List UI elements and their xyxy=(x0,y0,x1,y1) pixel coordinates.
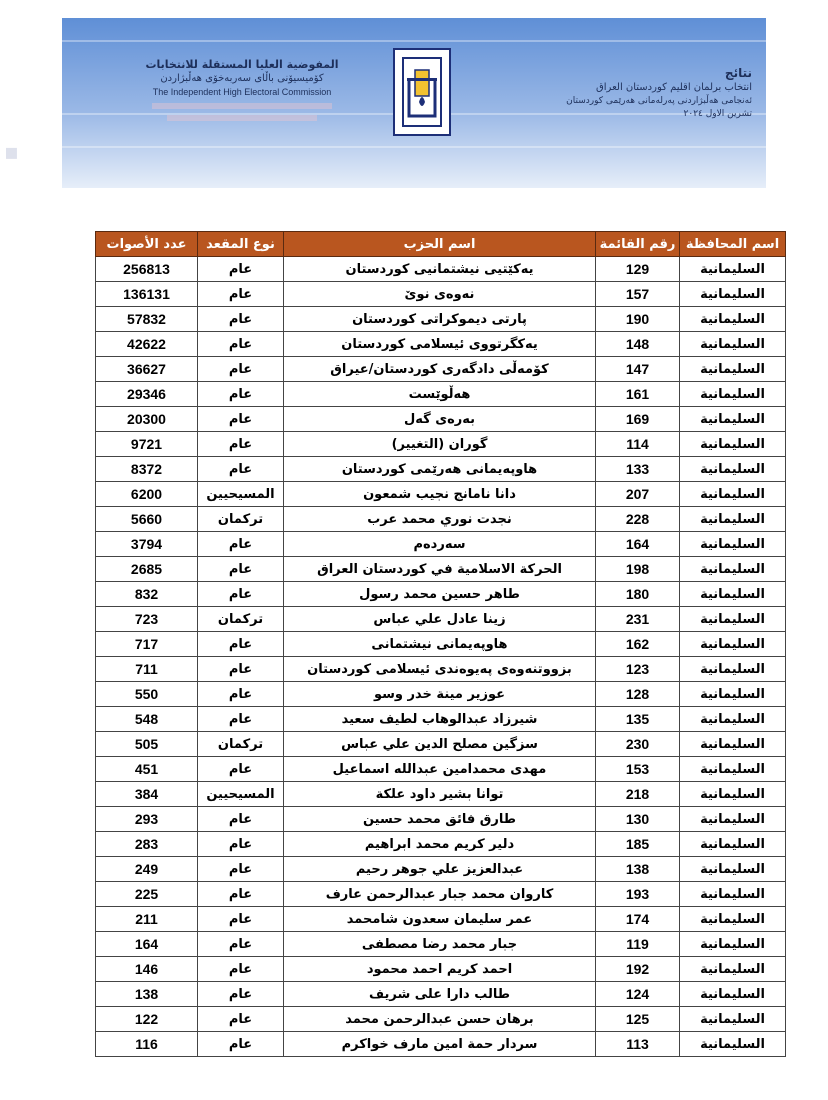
results-body xyxy=(96,257,786,1057)
cell-votes: 832 xyxy=(96,582,198,607)
cell-seat-type: عام xyxy=(198,307,284,332)
commission-name-arabic: المفوضية العليا المستقلة للانتخابات xyxy=(145,58,339,71)
table-row xyxy=(96,682,786,707)
cell-list-number: 198 xyxy=(596,557,680,582)
cell-governorate: السليمانية xyxy=(680,707,786,732)
cell-votes: 711 xyxy=(96,657,198,682)
cell-votes: 2685 xyxy=(96,557,198,582)
cell-votes: 136131 xyxy=(96,282,198,307)
cell-governorate: السليمانية xyxy=(680,932,786,957)
table-row xyxy=(96,432,786,457)
title-line-4: تشرين الاول ٢٠٢٤ xyxy=(683,109,752,119)
cell-list-number: 123 xyxy=(596,657,680,682)
cell-votes: 20300 xyxy=(96,407,198,432)
cell-votes: 283 xyxy=(96,832,198,857)
cell-seat-type: عام xyxy=(198,382,284,407)
cell-votes: 550 xyxy=(96,682,198,707)
cell-governorate: السليمانية xyxy=(680,407,786,432)
cell-list-number: 164 xyxy=(596,532,680,557)
cell-votes: 505 xyxy=(96,732,198,757)
cell-governorate: السليمانية xyxy=(680,632,786,657)
cell-votes: 717 xyxy=(96,632,198,657)
table-row xyxy=(96,357,786,382)
cell-votes: 116 xyxy=(96,1032,198,1057)
cell-party-name: یەکگرتووی ئیسلامی کوردستان xyxy=(284,332,596,357)
cell-governorate: السليمانية xyxy=(680,882,786,907)
cell-votes: 138 xyxy=(96,982,198,1007)
cell-party-name: طاهر حسين محمد رسول xyxy=(284,582,596,607)
cell-party-name: عبدالعزيز علي جوهر رحيم xyxy=(284,857,596,882)
election-title-block xyxy=(552,66,752,119)
cell-seat-type: عام xyxy=(198,457,284,482)
cell-party-name: بزووتنەوەی پەیوەندی ئیسلامی کوردستان xyxy=(284,657,596,682)
table-row xyxy=(96,757,786,782)
table-row xyxy=(96,1032,786,1057)
cell-list-number: 133 xyxy=(596,457,680,482)
header-list-number: رقم القائمة xyxy=(596,232,680,257)
cell-governorate: السليمانية xyxy=(680,582,786,607)
cell-seat-type: تركمان xyxy=(198,732,284,757)
cell-governorate: السليمانية xyxy=(680,732,786,757)
cell-votes: 723 xyxy=(96,607,198,632)
cell-votes: 8372 xyxy=(96,457,198,482)
commission-name-block xyxy=(122,58,362,121)
cell-votes: 9721 xyxy=(96,432,198,457)
table-row xyxy=(96,257,786,282)
cell-seat-type: عام xyxy=(198,982,284,1007)
cell-party-name: هاوپەیمانی هەرێمی کوردستان xyxy=(284,457,596,482)
cell-list-number: 218 xyxy=(596,782,680,807)
cell-seat-type: عام xyxy=(198,407,284,432)
cell-list-number: 228 xyxy=(596,507,680,532)
cell-governorate: السليمانية xyxy=(680,832,786,857)
cell-governorate: السليمانية xyxy=(680,482,786,507)
cell-governorate: السليمانية xyxy=(680,282,786,307)
cell-list-number: 230 xyxy=(596,732,680,757)
cell-seat-type: عام xyxy=(198,1007,284,1032)
cell-seat-type: المسيحيين xyxy=(198,782,284,807)
ihec-ballot-logo-icon xyxy=(393,48,451,136)
cell-governorate: السليمانية xyxy=(680,457,786,482)
bleed-through-mark: ▪ xyxy=(4,140,19,165)
cell-governorate: السليمانية xyxy=(680,557,786,582)
cell-seat-type: عام xyxy=(198,357,284,382)
title-line-1: نتائج xyxy=(724,66,752,80)
cell-party-name: دلير كريم محمد ابراهيم xyxy=(284,832,596,857)
cell-party-name: نەوەی نوێ xyxy=(284,282,596,307)
cell-votes: 225 xyxy=(96,882,198,907)
cell-votes: 211 xyxy=(96,907,198,932)
cell-list-number: 174 xyxy=(596,907,680,932)
cell-governorate: السليمانية xyxy=(680,1007,786,1032)
cell-party-name: سزگين مصلح الدين علي عباس xyxy=(284,732,596,757)
cell-list-number: 231 xyxy=(596,607,680,632)
header-seat-type: نوع المقعد xyxy=(198,232,284,257)
cell-votes: 256813 xyxy=(96,257,198,282)
cell-party-name: هاوپەیمانی نیشتمانی xyxy=(284,632,596,657)
cell-seat-type: عام xyxy=(198,632,284,657)
cell-list-number: 192 xyxy=(596,957,680,982)
cell-seat-type: عام xyxy=(198,1032,284,1057)
cell-votes: 164 xyxy=(96,932,198,957)
cell-list-number: 130 xyxy=(596,807,680,832)
cell-votes: 29346 xyxy=(96,382,198,407)
cell-party-name: پارتی دیموکراتی کوردستان xyxy=(284,307,596,332)
cell-governorate: السليمانية xyxy=(680,907,786,932)
table-row xyxy=(96,807,786,832)
table-row xyxy=(96,532,786,557)
table-row xyxy=(96,907,786,932)
cell-list-number: 180 xyxy=(596,582,680,607)
cell-party-name: طارق فائق محمد حسين xyxy=(284,807,596,832)
cell-votes: 5660 xyxy=(96,507,198,532)
table-row xyxy=(96,782,786,807)
cell-governorate: السليمانية xyxy=(680,757,786,782)
cell-votes: 122 xyxy=(96,1007,198,1032)
commission-name-kurdish: کۆمیسیۆنی باڵای سەربەخۆی هەڵبژاردن xyxy=(160,73,324,84)
cell-seat-type: تركمان xyxy=(198,507,284,532)
cell-party-name: گوران (التغيير) xyxy=(284,432,596,457)
cell-seat-type: تركمان xyxy=(198,607,284,632)
cell-party-name: شيرزاد عبدالوهاب لطيف سعيد xyxy=(284,707,596,732)
cell-votes: 548 xyxy=(96,707,198,732)
cell-party-name: احمد كريم احمد محمود xyxy=(284,957,596,982)
cell-seat-type: عام xyxy=(198,682,284,707)
table-row xyxy=(96,457,786,482)
cell-list-number: 119 xyxy=(596,932,680,957)
cell-governorate: السليمانية xyxy=(680,382,786,407)
cell-governorate: السليمانية xyxy=(680,357,786,382)
table-row xyxy=(96,407,786,432)
cell-seat-type: عام xyxy=(198,757,284,782)
cell-seat-type: عام xyxy=(198,257,284,282)
cell-seat-type: عام xyxy=(198,882,284,907)
table-row xyxy=(96,882,786,907)
cell-governorate: السليمانية xyxy=(680,957,786,982)
cell-seat-type: عام xyxy=(198,932,284,957)
cell-governorate: السليمانية xyxy=(680,307,786,332)
cell-party-name: نجدت نوري محمد عرب xyxy=(284,507,596,532)
title-line-2: انتخاب برلمان اقليم كوردستان العراق xyxy=(596,82,752,93)
cell-party-name: هەڵوێست xyxy=(284,382,596,407)
cell-party-name: کۆمەڵی دادگەری کوردستان/عیراق xyxy=(284,357,596,382)
header-votes: عدد الأصوات xyxy=(96,232,198,257)
cell-governorate: السليمانية xyxy=(680,857,786,882)
results-table xyxy=(95,231,786,1057)
cell-seat-type: عام xyxy=(198,857,284,882)
cell-list-number: 207 xyxy=(596,482,680,507)
cell-list-number: 135 xyxy=(596,707,680,732)
cell-seat-type: عام xyxy=(198,282,284,307)
cell-seat-type: عام xyxy=(198,707,284,732)
cell-list-number: 113 xyxy=(596,1032,680,1057)
cell-list-number: 125 xyxy=(596,1007,680,1032)
table-row xyxy=(96,382,786,407)
cell-list-number: 162 xyxy=(596,632,680,657)
cell-list-number: 148 xyxy=(596,332,680,357)
cell-seat-type: المسيحيين xyxy=(198,482,284,507)
cell-seat-type: عام xyxy=(198,907,284,932)
cell-governorate: السليمانية xyxy=(680,532,786,557)
cell-governorate: السليمانية xyxy=(680,807,786,832)
cell-seat-type: عام xyxy=(198,557,284,582)
table-row xyxy=(96,582,786,607)
cell-party-name: بەرەی گەل xyxy=(284,407,596,432)
cell-governorate: السليمانية xyxy=(680,257,786,282)
cell-votes: 6200 xyxy=(96,482,198,507)
cell-list-number: 185 xyxy=(596,832,680,857)
cell-list-number: 153 xyxy=(596,757,680,782)
table-row xyxy=(96,607,786,632)
cell-seat-type: عام xyxy=(198,432,284,457)
cell-list-number: 161 xyxy=(596,382,680,407)
table-row xyxy=(96,307,786,332)
cell-list-number: 190 xyxy=(596,307,680,332)
faded-stamp-text-2 xyxy=(167,115,317,121)
cell-governorate: السليمانية xyxy=(680,607,786,632)
table-row xyxy=(96,632,786,657)
cell-governorate: السليمانية xyxy=(680,657,786,682)
cell-list-number: 157 xyxy=(596,282,680,307)
cell-list-number: 169 xyxy=(596,407,680,432)
cell-party-name: زينا عادل علي عباس xyxy=(284,607,596,632)
cell-votes: 3794 xyxy=(96,532,198,557)
cell-party-name: سەردەم xyxy=(284,532,596,557)
cell-governorate: السليمانية xyxy=(680,1032,786,1057)
cell-seat-type: عام xyxy=(198,532,284,557)
cell-governorate: السليمانية xyxy=(680,782,786,807)
table-row xyxy=(96,707,786,732)
cell-votes: 451 xyxy=(96,757,198,782)
table-row xyxy=(96,982,786,1007)
cell-governorate: السليمانية xyxy=(680,682,786,707)
table-row xyxy=(96,832,786,857)
cell-seat-type: عام xyxy=(198,957,284,982)
table-row xyxy=(96,732,786,757)
table-header-row xyxy=(96,232,786,257)
cell-party-name: كاروان محمد جبار عبدالرحمن عارف xyxy=(284,882,596,907)
cell-list-number: 138 xyxy=(596,857,680,882)
cell-seat-type: عام xyxy=(198,657,284,682)
cell-party-name: سردار حمة امين مارف خواكرم xyxy=(284,1032,596,1057)
cell-party-name: عمر سليمان سعدون شامحمد xyxy=(284,907,596,932)
table-row xyxy=(96,957,786,982)
cell-votes: 146 xyxy=(96,957,198,982)
cell-party-name: عوزير مينة خدر وسو xyxy=(284,682,596,707)
cell-list-number: 128 xyxy=(596,682,680,707)
cell-party-name: برهان حسن عبدالرحمن محمد xyxy=(284,1007,596,1032)
cell-governorate: السليمانية xyxy=(680,432,786,457)
table-row xyxy=(96,932,786,957)
cell-party-name: توانا بشير داود علكة xyxy=(284,782,596,807)
cell-governorate: السليمانية xyxy=(680,982,786,1007)
table-row xyxy=(96,657,786,682)
table-row xyxy=(96,1007,786,1032)
cell-party-name: دانا نامانج نجيب شمعون xyxy=(284,482,596,507)
table-row xyxy=(96,332,786,357)
table-row xyxy=(96,507,786,532)
header-banner xyxy=(62,18,766,188)
cell-votes: 384 xyxy=(96,782,198,807)
cell-votes: 42622 xyxy=(96,332,198,357)
cell-governorate: السليمانية xyxy=(680,507,786,532)
cell-list-number: 124 xyxy=(596,982,680,1007)
cell-party-name: یەکێتیی نیشتمانیی کوردستان xyxy=(284,257,596,282)
table-row xyxy=(96,857,786,882)
commission-name-english: The Independent High Electoral Commission xyxy=(152,87,332,97)
table-row xyxy=(96,482,786,507)
cell-votes: 249 xyxy=(96,857,198,882)
cell-party-name: مهدی محمدامين عبدالله اسماعيل xyxy=(284,757,596,782)
title-line-3: ئەنجامی هەڵبژاردنی پەرلەمانی هەرێمی کوردستان xyxy=(566,96,752,106)
cell-list-number: 147 xyxy=(596,357,680,382)
cell-votes: 293 xyxy=(96,807,198,832)
header-party-name: اسم الحزب xyxy=(284,232,596,257)
cell-party-name: طالب دارا على شريف xyxy=(284,982,596,1007)
table-row xyxy=(96,557,786,582)
cell-seat-type: عام xyxy=(198,582,284,607)
cell-party-name: الحركة الاسلامية في كوردستان العراق xyxy=(284,557,596,582)
table-row xyxy=(96,282,786,307)
cell-list-number: 114 xyxy=(596,432,680,457)
cell-seat-type: عام xyxy=(198,832,284,857)
cell-party-name: جبار محمد رضا مصطفى xyxy=(284,932,596,957)
cell-governorate: السليمانية xyxy=(680,332,786,357)
faded-stamp-text xyxy=(152,103,332,109)
cell-seat-type: عام xyxy=(198,807,284,832)
cell-list-number: 129 xyxy=(596,257,680,282)
cell-votes: 36627 xyxy=(96,357,198,382)
header-governorate: اسم المحافظة xyxy=(680,232,786,257)
cell-seat-type: عام xyxy=(198,332,284,357)
cell-list-number: 193 xyxy=(596,882,680,907)
cell-votes: 57832 xyxy=(96,307,198,332)
